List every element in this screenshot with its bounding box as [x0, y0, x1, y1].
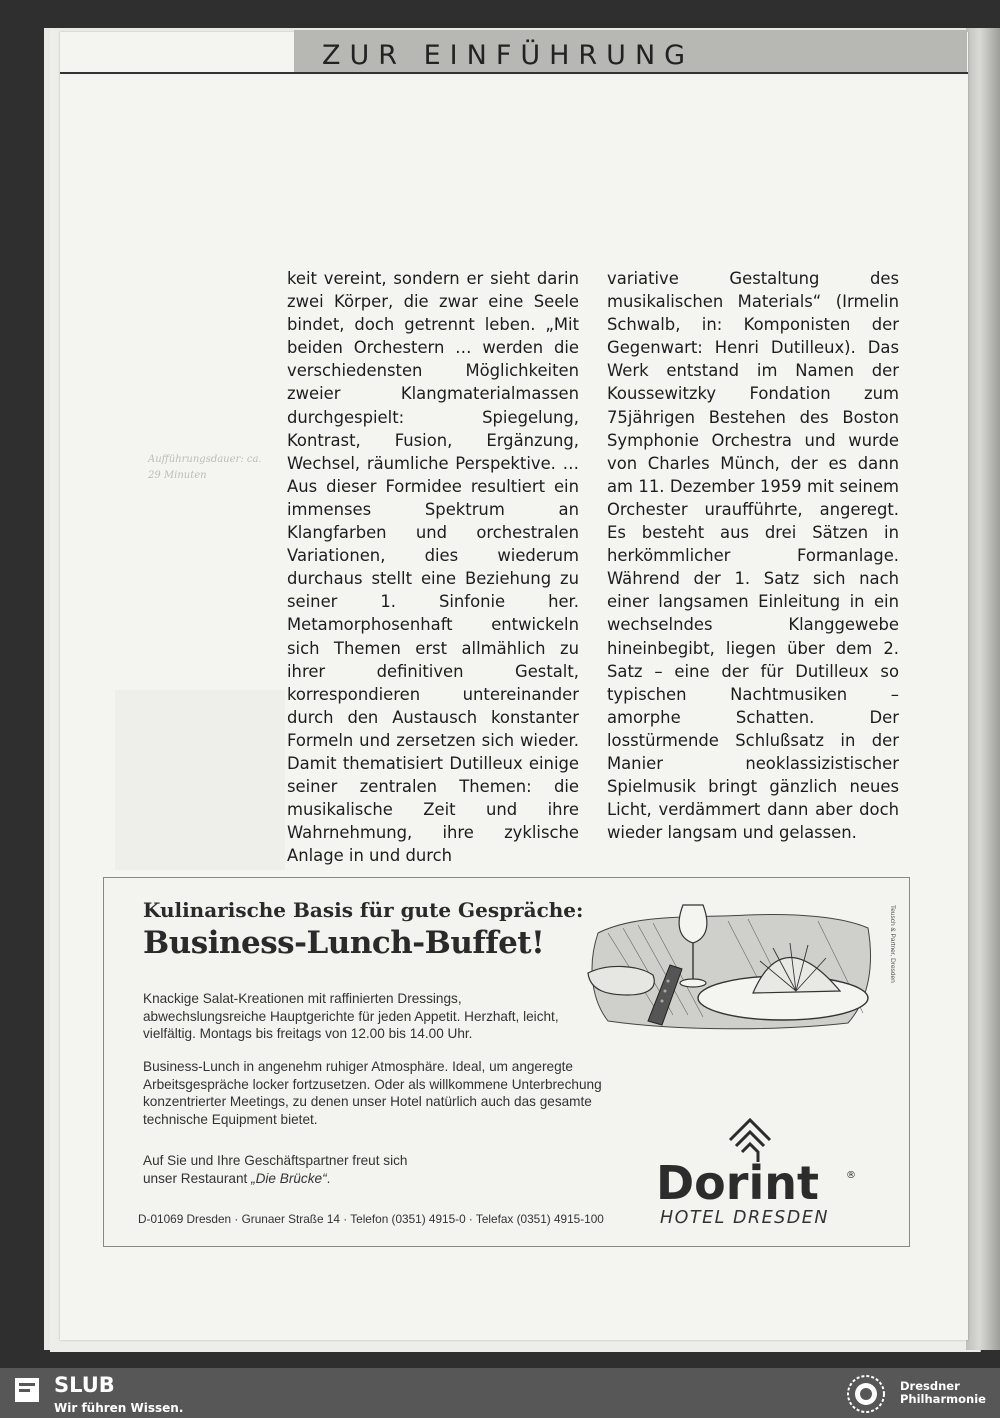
article-column-left: keit vereint, sondern er sieht darin zwei Körper, die zwar eine Seele bindet, doch getrennt leben. „Mit beiden Orchestern … werden die verschiedensten Möglichkeiten zweier Klangmaterialmassen durchgespielt: Spiegelung, Kontrast, Fusion, Ergänzung, Wechsel, räumliche Perspektive. … Aus dieser Formidee resultiert ein immenses Spektrum an Klangfarben und orchestralen Variationen, dies wiederum durchaus stellt eine Beziehung zu seiner 1. Sinfonie her. Metamorphosenhaft entwickeln sich Themen erst allmählich zu ihrer definitiven Gestalt, korrespondieren untereinander durch den Austausch konstanter Formeln und zersetzen sich wieder. Damit thematisiert Dutilleux einige seiner zentralen Themen: die musikalische Zeit und ihre Wahrnehmung, ihre zyklische Anlage in und durch [287, 269, 579, 866]
ad-text: Auf Sie und Ihre Geschäftspartner freut sich unser Restaurant [143, 1153, 408, 1186]
partner-name[interactable]: Dresdner Philharmonie [900, 1379, 986, 1406]
ad-text: . [326, 1170, 331, 1186]
ad-paragraph [143, 1152, 443, 1187]
margin-note: Aufführungsdauer: ca. 29 Minuten [148, 454, 262, 481]
restaurant-name: „Die Brücke“ [251, 1170, 327, 1186]
ad-paragraph: Business-Lunch in angenehm ruhiger Atmosphäre. Ideal, um angeregte Arbeitsgespräche locker fortzusetzen. Oder als willkommene Unterbrechung konzentrierter Meetings, zu denen unser Hotel natürlich auch das gesamte technische Equipment bietet. [143, 1059, 602, 1127]
header-rule [60, 72, 968, 74]
bleed-through-shadow [115, 690, 285, 870]
dorint-logo: Dorint [656, 1156, 819, 1210]
registered-mark: ® [846, 1170, 856, 1181]
illustration-credit: Teusch & Partner, Dresden [889, 905, 896, 983]
article-column-right: variative Gestaltung des musikalischen Materials“ (Irmelin Schwalb, in: Komponisten der Gegenwart: Henri Dutilleux). Das Werk entstand im Namen der Koussewitzky Fondation zum 75jährigen Bestehen des Boston Symphonie Orchestra und wurde von Charles Münch, der es dann am 11. Dezember 1959 mit seinem Orchester uraufführte, angeregt. Es besteht aus drei Sätzen in herkömmlicher Formanlage. Während der 1. Satz sich nach einer langsamen Einleitung in ein wechselndes Klanggewebe hineinbegibt, liegen über dem 2. Satz – eine der für Dutilleux so typischen Nachtmusiken – amorphe Schatten. Der losstürmende Schlußsatz in der Manier neoklassizistischer Spielmusik bringt gänzlich neues Licht, verdämmert dann aber doch wieder langsam und gelassen. [607, 269, 899, 843]
facing-page-edge [966, 28, 1000, 1350]
ad-address: D-01069 Dresden · Grunaer Straße 14 · Telefon (0351) 4915-0 · Telefax (0351) 4915-100 [138, 1212, 604, 1226]
ad-headline: Business-Lunch-Buffet! [143, 925, 545, 961]
section-title: ZUR EINFÜHRUNG [322, 40, 695, 71]
dresdner-philharmonie-logo-icon [842, 1372, 890, 1416]
slub-name[interactable]: SLUB [54, 1373, 115, 1397]
slub-logo-icon [14, 1377, 40, 1403]
ad-paragraph: Knackige Salat-Kreationen mit raffinierten Dressings, abwechslungsreiche Hauptgerichte für jeden Appetit. Herzhaft, leicht, vielfältig. Montags bis freitags von 12.00 bis 14.00 Uhr. [143, 991, 559, 1041]
hotel-subtitle: HOTEL DRESDEN [660, 1208, 829, 1228]
slub-tagline: Wir führen Wissen. [54, 1401, 184, 1415]
ad-kicker: Kulinarische Basis für gute Gespräche: [143, 898, 584, 922]
buffet-illustration [578, 903, 878, 1033]
